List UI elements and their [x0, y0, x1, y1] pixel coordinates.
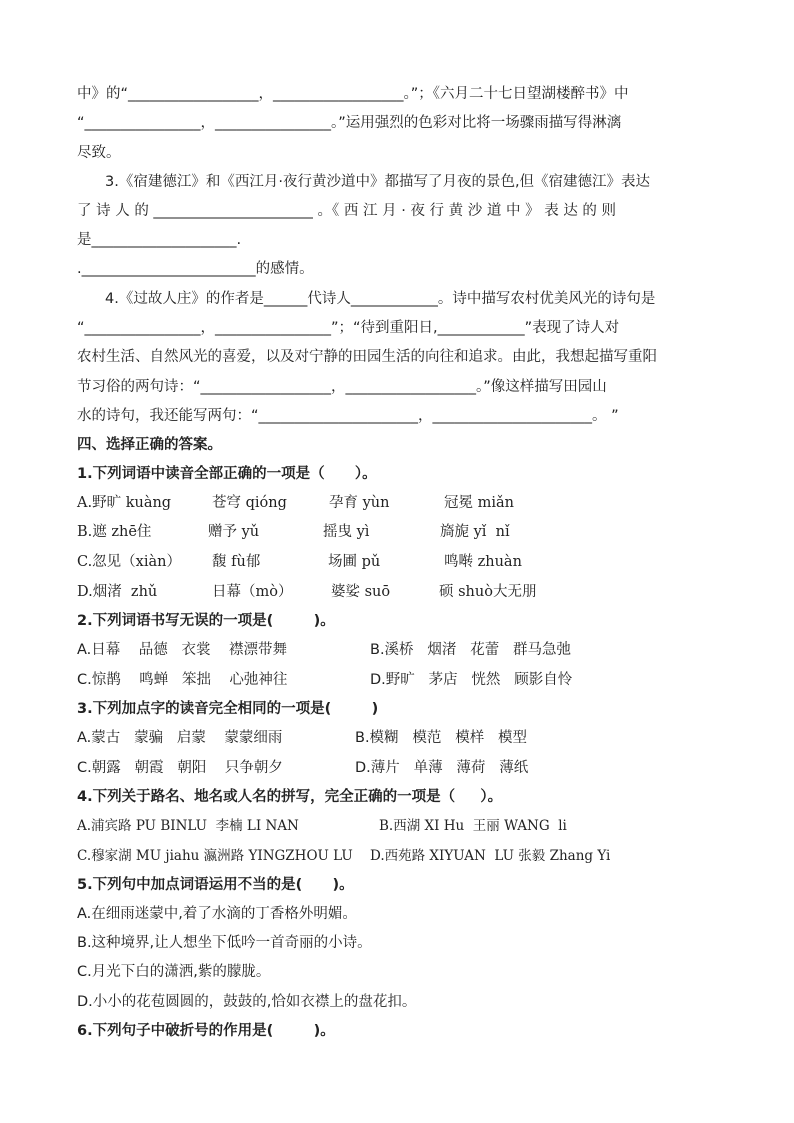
- q3-option-c: C.朝露 朝霞 朝阳 只争朝夕: [77, 760, 283, 776]
- q5-option-c: C.月光下白的潇洒,紫的朦胧。: [77, 964, 271, 980]
- q1-c-1: C.忽见（xiàn）: [77, 554, 181, 570]
- fill-line-7: .________________________的感情。: [77, 261, 314, 277]
- fill-line-11: 节习俗的两句诗：“__________________，__________________。”像这样描写田园山: [77, 379, 607, 395]
- q4-stem: 4.下列关于路名、地名或人名的拼写，完全正确的一项是（ ）。: [77, 789, 503, 805]
- q1-b-1: B.遮 zhē住: [77, 524, 152, 540]
- q1-d-3: 婆娑 suō: [331, 584, 391, 600]
- q2-option-a: A.日幕 品德 衣裳 襟漂带舞: [77, 642, 287, 658]
- q6-stem: 6.下列句子中破折号的作用是( )。: [77, 1023, 335, 1039]
- fill-line-4: 3.《宿建德江》和《西江月·夜行黄沙道中》都描写了月夜的景色,但《宿建德江》表达: [105, 174, 651, 190]
- q3-option-b: B.模糊 模范 模样 模型: [355, 730, 528, 746]
- q2-option-c: C.惊鹊 鸣蝉 笨拙 心弛神往: [77, 672, 288, 688]
- section-title: 四、选择正确的答案。: [77, 437, 222, 453]
- q4-option-b: B.西湖 XI Hu 王丽 WANG li: [379, 818, 567, 834]
- q1-b-3: 摇曳 yì: [323, 524, 370, 540]
- q1-d-2: 日幕（mò）: [212, 584, 293, 600]
- q1-a-4: 冠冕 miǎn: [444, 495, 514, 511]
- q5-option-a: A.在细雨迷蒙中,着了水滴的丁香格外明媚。: [77, 906, 357, 922]
- fill-line-1: 中》的“__________________，__________________。”；《六月二十七日望湖楼醉书》中: [77, 86, 629, 102]
- q5-stem: 5.下列句中加点词语运用不当的是( )。: [77, 877, 354, 893]
- q4-option-a: A.浦宾路 PU BINLU 李楠 LI NAN: [77, 818, 299, 834]
- q1-a-2: 苍穹 qióng: [212, 495, 287, 511]
- q1-b-2: 赠予 yǔ: [208, 524, 260, 540]
- q1-b-4: 旖旎 yǐ nǐ: [440, 524, 510, 540]
- q1-d-1: D.烟渚 zhǔ: [77, 584, 158, 600]
- q2-stem: 2.下列词语书写无误的一项是( )。: [77, 613, 335, 629]
- q2-option-b: B.溪桥 烟渚 花蕾 群马急弛: [370, 642, 572, 658]
- q1-d-4: 硕 shuò大无朋: [439, 584, 537, 600]
- fill-line-5: 了 诗 人 的 ______________________ 。《 西 江 月 · 夜 行 黄 沙 道 中 》 表 达 的 则: [77, 203, 617, 219]
- q1-stem: 1.下列词语中读音全部正确的一项是（ ）。: [77, 466, 377, 482]
- q5-option-d: D.小小的花苞圆圆的，鼓鼓的,恰如衣襟上的盘花扣。: [77, 994, 417, 1010]
- q1-a-1: A.野旷 kuàng: [77, 495, 172, 511]
- fill-line-2: “________________，________________。”运用强烈的色彩对比将一场骤雨描写得淋漓: [77, 115, 622, 131]
- fill-line-9: “________________，________________”；“待到重阳日,____________”表现了诗人对: [77, 320, 620, 336]
- q1-c-2: 馥 fù郁: [212, 554, 261, 570]
- fill-line-8: 4.《过故人庄》的作者是______代诗人____________。诗中描写农村优美风光的诗句是: [105, 291, 656, 307]
- q5-option-b: B.这种境界,让人想坐下低吟一首奇丽的小诗。: [77, 935, 372, 951]
- fill-line-3: 尽致。: [77, 145, 121, 161]
- fill-line-10: 农村生活、自然风光的喜爱，以及对宁静的田园生活的向往和追求。由此，我想起描写重阳: [77, 349, 657, 365]
- fill-line-6: 是____________________.: [77, 232, 242, 248]
- q3-stem: 3.下列加点字的读音完全相同的一项是( ): [77, 701, 379, 717]
- q1-c-4: 鸣啭 zhuàn: [444, 554, 522, 570]
- q3-option-d: D.薄片 单薄 薄荷 薄纸: [355, 760, 529, 776]
- q1-a-3: 孕育 yùn: [329, 495, 390, 511]
- fill-line-12: 水的诗句，我还能写两句：“______________________，______________________。 ”: [77, 408, 619, 424]
- q4-option-c: C.穆家湖 MU jiahu 瀛洲路 YINGZHOU LU: [77, 848, 353, 864]
- q4-option-d: D.西苑路 XIYUAN LU 张毅 Zhang Yi: [370, 848, 611, 864]
- q3-option-a: A.蒙古 蒙骗 启蒙 蒙蒙细雨: [77, 730, 283, 746]
- q2-option-d: D.野旷 茅店 恍然 顾影自怜: [370, 672, 573, 688]
- q1-c-3: 场圃 pǔ: [328, 554, 381, 570]
